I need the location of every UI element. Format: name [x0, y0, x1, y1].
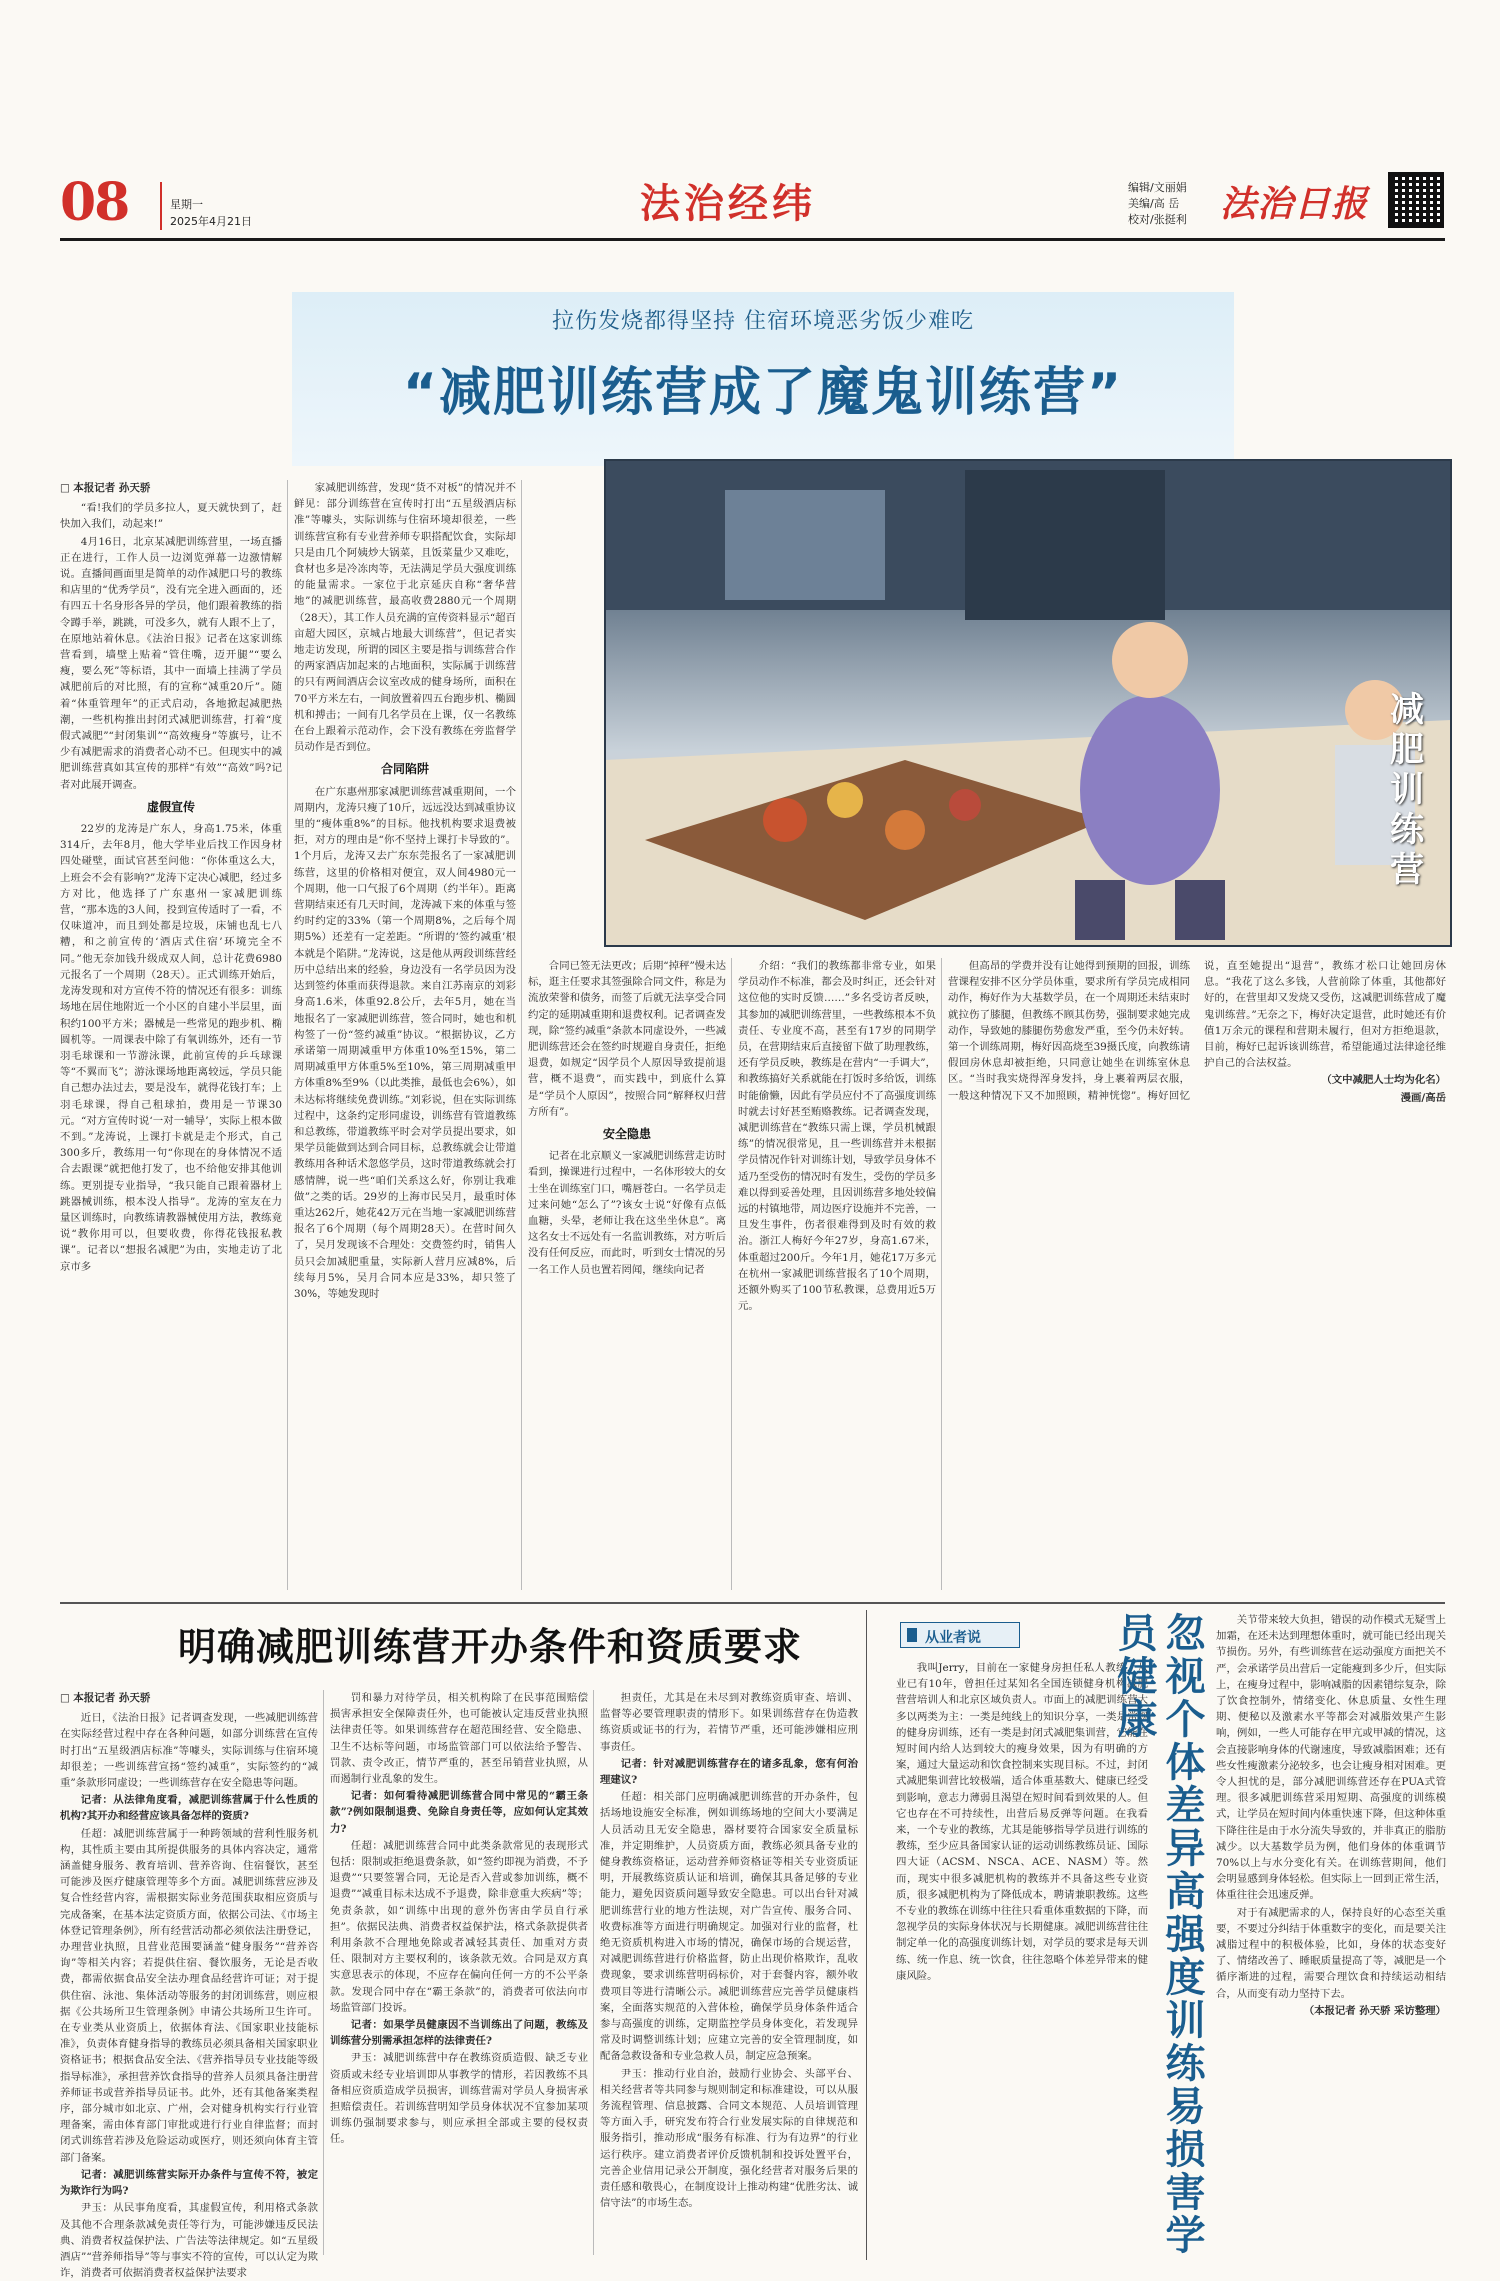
feature-lead: “看!我们的学员多拉人，夏天就快到了，赶快加入我们，动起来!”	[60, 502, 282, 531]
practitioner-body-2b: 对于有减肥需求的人，保持良好的心态至关重要，不要过分纠结于体重数字的变化，而是要关注减脂过程中的积极体验，比如，身体的状态变好了、情绪改善了、睡眠质量提高了等，减肥是一个循序渐进的过程，需要合理饮食和持续运动相结合，从而变有动力坚持下去。	[1216, 1906, 1446, 2000]
column-rule	[941, 958, 942, 1590]
header-divider	[160, 182, 162, 230]
article2-body-3c: 尹玉：推动行业自治，鼓励行业协会、头部平台、相关经营者等共同参与规则制定和标准建设，可以从服务流程管理、信息披露、合同文本规范、人员培训管理等方面入手，研究发布符合行业发展实际的自律规范和服务指引，推动形成“服务有标准、行为有边界”的行业运行秩序。建立消费者评价反馈机制和投诉处置平台，完善企业信用记录公开制度，强化经营者对服务后果的责任感和敬畏心，在制度设计上推动构建“优胜劣汰、诚信守法”的市场生态。	[600, 2067, 858, 2210]
feature-byline: □ 本报记者 孙天骄	[60, 480, 282, 496]
column-rule	[731, 958, 732, 1590]
section-rule	[60, 1602, 1445, 1604]
window-icon	[725, 490, 885, 600]
article2-body-1c: 尹玉：从民事角度看，其虚假宣传，利用格式条款及其他不合理条款减免责任等行为，可能涉嫌违反民法典、消费者权益保护法、广告法等法律规定。如“五星级酒店”“营养师指导”等与事实不符的宣传，可以认定为欺诈，消费者可依据消费者权益保护法要求	[60, 2202, 318, 2280]
column-rule	[287, 480, 288, 1590]
feature-body-3: 合同已签无法更改；后期“掉秤”慢未达标，逛主任要求其签强除合同文件，称是为流放荣誉和债务，而签了后就无法享受合同约定的延期减重期和退费权利。记者调查发现，除“签约减重”条款本同虚设外，一些减肥训练营还会在签约时规避自身责任，拒绝退费，如规定“因学员个人原因导致提前退营，概不退费”，而实践中，到底什么算是“学员个人原因”，按照合同“解释权归营方所有”。	[528, 960, 726, 1118]
question-4: 记者：如果学员健康因不当训练出了问题，教练及训练营分别需承担怎样的法律责任?	[330, 2019, 588, 2048]
cartoon-credit: 漫画/高岳	[1400, 1091, 1446, 1104]
column-rule	[866, 1610, 867, 2260]
article2-headline: 明确减肥训练营开办条件和资质要求	[177, 1625, 802, 1669]
subheading-safety: 安全隐患	[602, 1127, 651, 1142]
article2-body-3b: 任超：相关部门应明确减肥训练营的开办条件，包括场地设施安全标准，例如训练场地的空间大小要满足人员活动且无安全隐患，器材要符合国家安全质量标准，并定期维护，人员资质方面，教练必须具备专业的健身教练资格证，运动营养师资格证等相关专业资质证明，开展教练资质认证和培训，确保其具备足够的专业能力，避免因资质问题导致安全隐患。可以出台针对减肥训练营行业的地方性法规，对广告宣传、服务合同、收费标准等方面进行明确规定。加强对行业的监督，杜绝无资质机构进入市场的情况，确保市场的合规运营，对减肥训练营进行价格监督，防止出现价格欺诈，乱收费现象，要求训练营明码标价，对于套餐内容，额外收费项目等进行清晰公示。减肥训练营应完善学员健康档案，全面落实规范的入营体检，确保学员身体条件适合参与高强度的训练，定期监控学员身体变化，若发现异常及时调整训练计划；应建立完善的安全管理制度，如配备急救设备和专业急救人员，制定应急预案。	[600, 1791, 858, 2063]
question-1: 记者：从法律角度看，减肥训练营属于什么性质的机构?其开办和经营应该具备怎样的资质?	[60, 1794, 318, 1823]
section-title: 法治经纬	[640, 180, 816, 227]
article2-body-1: 近日，《法治日报》记者调查发现，一些减肥训练营在实际经营过程中存在各种问题，如部分训练营在宣传时打出“五星级酒店标准”等噱头，实际训练与住宿环境却很差；一些训练营宣扬“签约减重”，实际签约的“减重”条款形同虚设；一些训练营存在安全隐患等问题。	[60, 1712, 318, 1790]
feature-body-2b: 在广东惠州那家减肥训练营减重期间，一个周期内，龙涛只瘦了10斤，远远没达到减重协议里的“瘦体重8%”的目标。他找机构要求退费被拒，对方的理由是“你不坚持上课打卡导致的”。1个月后，龙涛又去广东东莞报名了一家减肥训练营，这里的价格相对便宜，双人间4980元一个周期，他一口气报了6个周期（约半年）。距离营期结束还有几天时间，龙涛减下来的体重与签约时约定的33%（第一个周期8%，之后每个周期5%）还差有一定差距。“所谓的‘签约减重’根本就是个陷阱。”龙涛说，这是他从两段训练营经历中总结出来的经验，身边没有一名学员因为没达到签约体重而获得退款。来自江苏南京的刘彩身高1.6米，体重92.8公斤，去年5月，她在当地报名了一家减肥训练营，签合同时，她也和机构签了一份“签约减重”协议。“根据协议，乙方承诺第一周期减重甲方体重10%至15%，第二周期减重甲方体重5%至10%，第三周期减重甲方体重8%至9%（以此类推，最低也会6%），如未达标将继续免费训练。”刘彩说，但在实际训练过程中，这条约定形同虚设，训练营有管道教练和总教练，带道教练平时会对学员提出要求，如果学员能做到达到合同目标，总教练就会让带道教练用各种话术忽悠学员，这时带道教练就会打感情牌，说一些“咱们关系这么好，你别让我难做”之类的话。29岁的上海市民吴月，最重时体重达262斤，她花42万元在当地一家减肥训练营报名了6个周期（每个周期28天）。在营时间久了，吴月发现该不合理处：交费签约时，销售人员只会加减肥重量，实际新人营月应减8%，后续每月5%，吴月合同本应是33%，却只签了30%，等她发现时	[294, 785, 516, 1300]
cartoon-illustration	[605, 460, 1451, 946]
article2-body-2: 罚和暴力对待学员，相关机构除了在民事范围赔偿损害承担安全保障责任外，也可能被认定违反营业执照法律责任等。如果训练营存在超范围经营、安全隐患、卫生不达标等问题，市场监管部门可以依法给予警告、罚款、责令改正，情节严重的，甚至吊销营业执照，从而遏制行业乱象的发生。	[330, 1692, 588, 1786]
page-number: 08	[60, 172, 129, 233]
practitioner-headline: 忽视个体差异高强度训练易损害学员健康	[1111, 1612, 1205, 2257]
masthead-logo: 法治日报	[1220, 183, 1369, 225]
feature-body-2: 家减肥训练营，发现“货不对板”的情况并不鲜见：部分训练营在宣传时打出“五星级酒店标准”等噱头，实际训练与住宿环境却很差，一些训练营宣称有专业营养师专职搭配饮食，实际却只是由几个阿姨炒大锅菜，且饭菜量少又难吃，食材也多是冷冻肉等，无法满足学员大强度训练的能量需求。一家位于北京延庆自称“奢华营地”的减肥训练营，最高收费2880元一个周期（28天），其工作人员充满的宣传资料显示“超百亩超大园区，京城占地最大训练营”，但记者实地走访发现，所谓的园区主要是指与训练营合作的两家酒店加起来的占地面积，实际属于训练营的只有两间酒店会议室改成的健身场所，面积在70平方米左右，一间放置着四五台跑步机、椭圆机和搏击；一间有几名学员在上课，仅一名教练在台上跟着示范动作，会下没有教练在旁监督学员动作是否到位。	[294, 482, 516, 754]
question-2: 记者：减肥训练营实际开办条件与宣传不符，被定为欺诈行为吗?	[60, 2168, 318, 2198]
feature-body-5: 但高昂的学费并没有让她得到预期的回报，训练营课程安排不区分学员体重，要求所有学员完成相同动作，梅好作为大基数学员，在一个周期还未结束时就拉伤了膝腿，但教练不顾其伤势，强制要求她完成动作，导致她的膝腿伤势愈发严重，至今仍未好转。第一个训练周期，梅好因高烧至39摄氏度，向教练请假回房休息却被拒绝，只同意让她坐在训练室休息区。“当时我实烧得浑身发抖，身上裹着两层衣服，一般这种情况下又不加照顾，精神恍惚”。梅好回忆说，直至她提出“退营”，教练才松口让她回房休息。“我花了这么多钱，人营前除了体重，其他都好好的，在营里却又发烧又受伤，这减肥训练营成了魔鬼训练营。”无奈之下，梅好决定退营，此时她还有价值1万余元的课程和营期未履行，但对方拒绝退款，目前，梅好已起诉该训练营，希望能通过法律途径维护自己的合法权益。	[948, 960, 1446, 1102]
column-rule	[521, 480, 522, 1590]
practitioner-body-2: 关节带来较大负担，错误的动作模式无疑雪上加霜，在还未达到理想体重时，就可能已经出现关节损伤。另外，有些训练营在运动强度方面把关不严，会承诺学员出营后一定能瘦到多少斤，但实际上，在瘦身过程中，影响减脂的因素错综复杂，除了饮食控制外，情绪变化、休息质量、女性生理期、便秘以及激素水平等都会对减脂效果产生影响，例如，一些人可能存在甲亢或甲减的情况，这会直接影响身体的代谢速度，导致减脂困难；还有些女性瘦激素分泌较多，也会让瘦身相对困难。更令人担忧的是，部分减肥训练营还存在PUA式管理。很多减肥训练营采用短期、高强度的训练模式，让学员在短时间内体重快速下降，但这种体重下降往往是由于水分流失导致的，并非真正的脂肪减少。以大基数学员为例，他们身体的体重调节70%以上与水分变化有关。在训练营期间，他们会明显感到身体轻松。但实际上一回到正常生活，体重往往会迅速反弹。	[1216, 1614, 1446, 1902]
feature-col-1	[60, 480, 282, 1598]
practitioner-body-1: 我叫Jerry，目前在一家健身房担任私人教练，从业已有10年，曾担任过某知名全国连锁健身机构减肥营营培训人和北京区域负责人。市面上的减肥训练营大多以两类为主：一类是纯线上的知识分享，一类是常规的健身房训练，还有一类是封闭式减肥集训营，它能在短时间内给人达到较大的瘦身效果，因为有明确的方案，通过大量运动和饮食控制来实现目标。不过，封闭式减肥集训营比较极端，适合体重基数大、健康已经受到影响，意志力薄弱且渴望在短时间看到效果的人。但它也存在不可持续性，出营后易反弹等问题。在我看来，一个专业的教练，尤其是能够指导学员进行训练的教练，至少应具备国家认证的运动训练教练员证、国际四大证（ACSM、NSCA、ACE、NASM）等。然而，现实中很多减肥机构的教练并不具备这些专业资质，很多减肥机构为了降低成本，聘请兼职教练。这些不专业的教练在训练中往往只看重体重数据的下降，而忽视学员的实际身体状况与长期健康。减肥训练营往往制定单一化的高强度训练计划，对学员的要求是每天训练、统一作息、统一饮食，往往忽略个体差异带来的健康风险。	[896, 1662, 1148, 1982]
issue-date: 2025年4月21日	[170, 215, 252, 228]
editor-credits: 编辑/文丽娟 美编/高 岳 校对/张挺利	[1128, 181, 1187, 226]
feature-name-note: （文中减肥人士均为化名）	[1321, 1074, 1446, 1087]
practitioner-credit: （本报记者 孙天骄 采访整理）	[1303, 2004, 1446, 2017]
question-3: 记者：如何看待减肥训练营合同中常见的“霸王条款”?例如限制退费、免除自身责任等，应如何认定其效力?	[330, 1790, 588, 1835]
feature-col-4	[738, 958, 936, 1598]
feature-col-5	[948, 958, 1446, 1598]
question-5: 记者：针对减肥训练营存在的诸多乱象，您有何治理建议?	[600, 1757, 858, 1787]
qr-code[interactable]	[1388, 172, 1444, 228]
column-rule	[323, 1690, 324, 2255]
cartoon-label: 减肥训练营	[1390, 690, 1424, 890]
article2-body-3: 担责任，尤其是在未尽到对教练资质审查、培训、监督等必要管理职责的情形下。如果训练营存在伪造教练资质或证书的行为，若情节严重，还可能涉嫌相应刑事责任。	[600, 1692, 858, 1753]
article2-body-2b: 任超：减肥训练营合同中此类条款常见的表现形式包括：限制或拒绝退费条款，如“签约即视为消费，不予退费”“只要签署合同，无论是否入营或参加训练，概不退费”“减重目标未达成不予退费，除非意重大疾病”等；免责条款，如“训练中出现的意外伤害由学员自行承担”。依据民法典、消费者权益保护法，格式条款提供者利用条款不合理地免除或者减轻其责任、加重对方责任、限制对方主要权利的，该条款无效。合同是双方真实意思表示的体现，不应存在偏向任何一方的不公平条款。发现合同中存在“霸王条款”的，消费者可依法向市场监管部门投诉。	[330, 1839, 588, 2014]
feature-col-2	[294, 480, 516, 1598]
feature-body-1b: 22岁的龙涛是广东人，身高1.75米，体重314斤，去年8月，他大学毕业后找工作因身材四处碰壁，面试官甚至问他：“你体重这么大，上班会不会有影响?”龙涛下定决心减肥，经过多方对比，他选择了广东惠州一家减肥训练营，“那本选的3人间，投到宣传适时了一看，不仅味道冲，而且到处都是垃圾，床铺也乱七八糟，和之前宣传的‘酒店式住宿’环境完全不同。”他无奈加钱升级成双人间，总计花费6980元报名了一个周期（28天）。正式训练开始后，龙涛发现和对方宣传不符的情况还有很多：训练场地在居住地附近一个小区的自建小半层里，面积约100平方米；器械是一些常见的跑步机、椭圆机等。一周课表中除了有氧训练外，还有一节羽毛球课和一节游泳课，此前宣传的乒乓球课等“不翼而飞”；游泳课场地距离较远，学员只能自己想办法过去，要是没车，就得花钱打车；上羽毛球课，得自己租球拍，费用是一节课30元。“对方宣传时说‘一对一辅导’，实际上根本做不到。”龙涛说，上课打卡就是走个形式，自己300多斤，教练用一句“你现在的身体情况不适合去跟课”就把他打发了，也不给他安排其他训练。更别提专业指导，“我只能自己跟着器材上跳器械训练，根本没人指导”。龙涛的室友在力量区训练时，向教练请教器械使用方法，教练竟说“教你用可以，但要收费，你得花钱报私教课”。记者以“想报名减肥”为由，实地走访了北京市多	[60, 823, 282, 1273]
article2-body-2c: 尹玉：减肥训练营中存在教练资质造假、缺乏专业资质或未经专业培训即从事教学的情形，若因教练不具备相应资质造成学员损害，训练营需对学员人身损害承担赔偿责任。若训练营明知学员身体状况不宜参加某项训练仍强制要求参与，则应承担全部或主要的侵权责任。	[330, 2052, 588, 2146]
practitioner-col-1	[896, 1660, 1148, 2260]
subheading-contract-trap: 合同陷阱	[380, 762, 429, 777]
feature-kicker: 拉伤发烧都得坚持 住宿环境恶劣饭少难吃	[552, 309, 974, 334]
article2-col-2	[330, 1690, 588, 2260]
subheading-false-ads: 虚假宣传	[146, 799, 195, 814]
weekday: 星期一	[170, 198, 203, 211]
article2-col-1	[60, 1690, 318, 2280]
article2-col-3	[600, 1690, 858, 2260]
feature-body-4: 介绍：“我们的教练都非常专业，如果学员动作不标准，都会及时纠正，还会针对这位他的实时反馈……”多名受访者反映，其参加的减肥训练营里，一些教练根本不负责任、专业度不高，甚至有17岁的同期学员，在营期结束后直接留下做了助理教练，还有学员反映，教练是在营内“一手调大”，和教练搞好关系就能在打饭时多给饭，训练时能偷懒，因此有学员应付不了高强度训练时就去讨好甚至贿赂教练。记者调查发现，减肥训练营在“教练只需上课，学员机械跟练”的情况很常见，且一些训练营并未根据学员情况作针对训练计划，导致学员身体不适乃至受伤的情况时有发生，受伤的学员多难以得到妥善处理，且因训练营多地处较偏远的村镇地带，周边医疗设施并不完善，一旦发生事件，伤者很难得到及时有效的救治。浙江人梅好今年27岁，身高1.67米，体重超过200斤。今年1月，她花17万多元在杭州一家减肥训练营报名了10个周期，还额外购买了100节私教课，总费用近5万元。	[738, 960, 936, 1313]
practitioner-col-2	[1216, 1612, 1446, 2260]
feature-col-3	[528, 958, 726, 1598]
page-header	[0, 0, 1500, 233]
feature-headline: “减肥训练营成了魔鬼训练营”	[402, 363, 1124, 423]
feature-body-1: 4月16日，北京某减肥训练营里，一场直播正在进行，工作人员一边浏览弹幕一边激情解说。直播间画面里是简单的动作减肥口号的教练和店里的“优秀学员”，没有完全进入画面的，还有四五十名身形各异的学员，他们跟着教练的指令蹲手举，跳跳，可没多久，就有人跟不上了，在原地站着休息。《法治日报》记者在这家训练营看到，墙壁上贴着“管住嘴，迈开腿”“要么瘦，要么死”等标语，其中一面墙上挂满了学员减肥前后的对比照，有的宣称“减重20斤”。随着“体重管理年”的正式启动，各地掀起减肥热潮，一些机构推出封闭式减肥训练营，打着“度假式减肥”“封闭集训”“高效瘦身”等旗号，让不少有减肥需求的消费者心动不已。但现实中的减肥训练营真如其宣传的那样“有效”“高效”吗?记者对此展开调查。	[60, 535, 282, 791]
cartoon-scene	[605, 460, 1451, 946]
column-rule	[593, 1690, 594, 2255]
person-icon	[1080, 695, 1220, 885]
tag-marker-icon	[907, 1628, 917, 1642]
header-rule	[60, 238, 1445, 241]
article2-body-1b: 任超：减肥训练营属于一种跨领域的营利性服务机构，其性质主要由其所提供服务的具体内容决定，通常涵盖健身服务、教育培训、营养咨询、住宿餐饮，甚至可能涉及医疗健康管理等多个方面。减肥训练营应涉及复合性经营内容，需根据实际业务范围获取相应资质与完成备案，在基本法定资质方面，依据公司法、《市场主体登记管理条例》，所有经营活动都必须依法注册登记，办理营业执照，且营业范围要涵盖“健身服务”“营养咨询”等相关内容；若提供住宿、餐饮服务，无论是否收费，都需依据食品安全法办理食品经营许可证；对于提供住宿、泳池、集体活动等服务的封闭训练营，则应根据《公共场所卫生管理条例》申请公共场所卫生许可。在专业类从业资质上，依据体育法、《国家职业技能标准》，负责体育健身指导的教练员必须具备相关国家职业资格证书；根据食品安全法、《营养指导员专业技能等级指导标准》，承担营养饮食指导的营养人员须具备注册营养师证书或营养指导员证书。此外，还有其他备案类程序，部分城市如北京、广州，会对健身机构实行行业管理备案，需由体育部门审批或进行行业自律监督；而封闭式训练营若涉及危险运动或医疗，则还须向体育主管部门备案。	[60, 1827, 318, 2164]
feature-banner	[292, 292, 1234, 466]
column-tag: 从业者说	[900, 1622, 1020, 1648]
feature-body-3b: 记者在北京顺义一家减肥训练营走访时看到，操课进行过程中，一名体形较大的女士坐在训练室门口，嘴唇苍白。一名学员走过来问她“怎么了”?该女士说“好像有点低血糖，头晕，老师让我在这坐坐休息”。离这名女士不远处有一名监训教练，对方听后没有任何反应，而此时，听到女士情况的另一名工作人员也置若罔闻，继续向记者	[528, 1150, 726, 1276]
article2-byline: □ 本报记者 孙天骄	[60, 1690, 318, 1706]
